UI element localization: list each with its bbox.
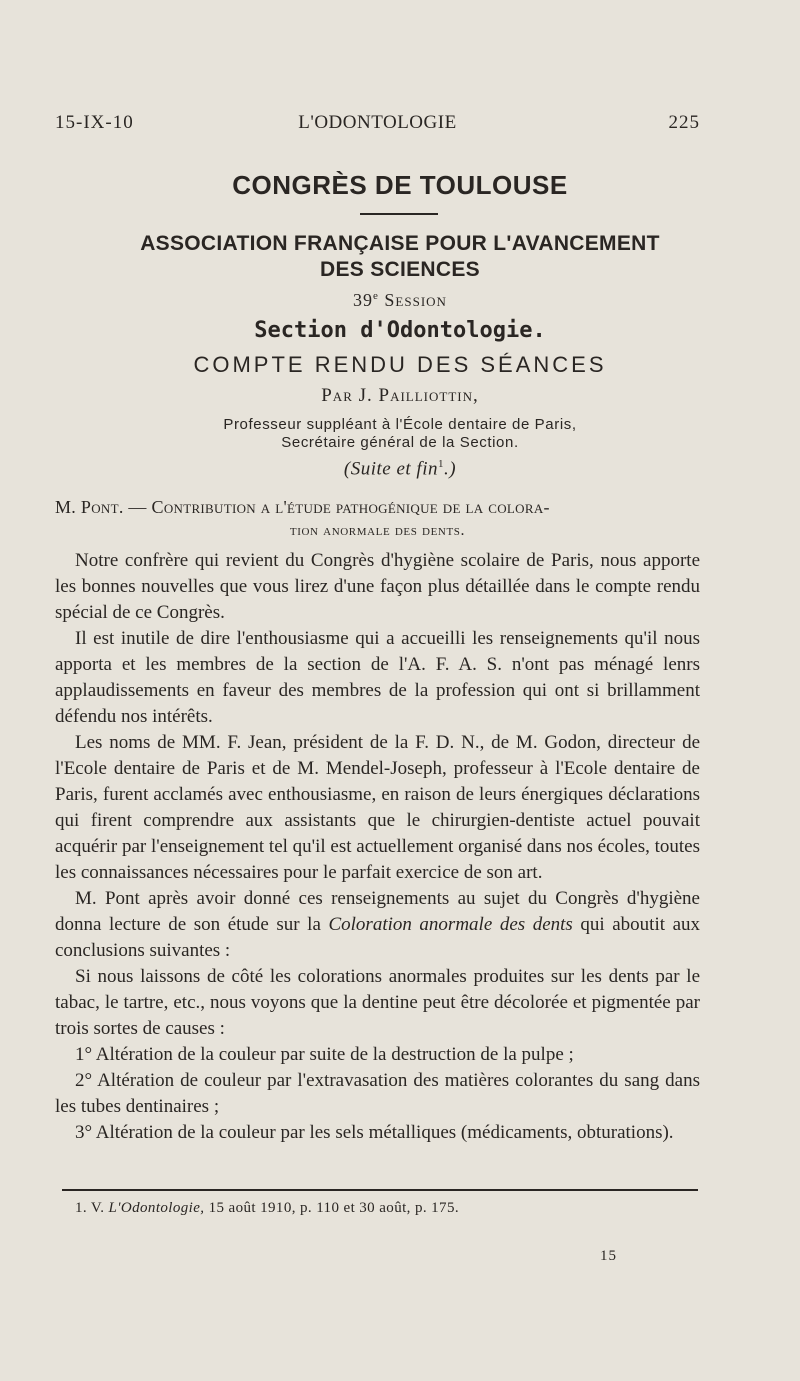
affiliation-line-2: Secrétaire général de la Section. [281,434,519,451]
paragraph: Il est inutile de dire l'enthousiasme qui a accueilli les renseignements qu'il nous apporta et les membres de la section de l'A. F. A. S. n'ont pas ménagé lenrs applaudissements en faveur des membres de la profession qui ont si brillamment défendu nos intérêts. [55,628,700,727]
footnote-ref: 1 [438,458,444,470]
page-number: 225 [668,112,700,133]
list-item: 3° Altération de la couleur par les sels métalliques (médicaments, obturations). [75,1122,674,1143]
congress-title: CONGRÈS DE TOULOUSE [232,170,568,200]
suite-text: (Suite et fin [343,458,438,480]
footnote-rest: 15 août 1910, p. 110 et 30 août, p. 175. [204,1200,460,1216]
association-line-1: ASSOCIATION FRANÇAISE POUR L'AVANCEMENT [140,232,660,255]
article-heading-line-2: tion anormale des dents. [289,522,466,539]
affiliation-line-1: Professeur suppléant à l'École dentaire de Paris, [223,416,577,433]
footnote-marker: 1. V. [75,1200,109,1216]
issue-date: 15-IX-10 [55,112,134,133]
paragraph-coloration [55,886,700,964]
signature-mark: 15 [600,1248,617,1264]
session-number: 39 [353,290,374,310]
paragraph: Notre confrère qui revient du Congrès d'hygiène scolaire de Paris, nous apporte les bonnes nouvelles que vous lirez d'une façon plus détaillée dans le compte rendu spécial de ce Congrès. [55,550,700,623]
paragraph-text: qui aboutit aux conclusions suivantes : [55,914,700,961]
list-item: 1° Altération de la couleur par suite de la destruction de la pulpe ; [75,1044,574,1065]
journal-title: L'ODONTOLOGIE [298,112,457,133]
article-body [55,548,700,1146]
session-label: Session [384,290,447,310]
paragraph: Les noms de MM. F. Jean, président de la F. D. N., de M. Godon, directeur de l'Ecole dentaire de Paris et de M. Mendel-Joseph, professeur à l'Ecole dentaire de Paris, furent acclamés avec enthousiasme, en raison de leurs énergiques déclarations qui firent comprendre aux assistants que le chirurgien-dentiste actuel pouvait acquérir par l'enseignement tel qu'il est actuellement organisé dans nos écoles, toutes les connaissances nécessaires pour le parfait exercice de son art. [55,732,700,883]
paragraph-text: M. Pont après avoir donné ces renseignements au sujet du Congrès d'hygiène donna lecture de son étude sur la [55,888,700,935]
compte-rendu-heading: COMPTE RENDU DES SÉANCES [193,352,607,377]
author-line: Par J. Pailliottin, [321,385,479,406]
association-line-2: DES SCIENCES [320,258,480,281]
section-title: Section d'Odontologie. [254,318,546,343]
running-head [55,112,700,138]
paragraph: Si nous laissons de côté les colorations anormales produites sur les dents par le tabac, le tartre, etc., nous voyons que la dentine peut être décolorée et pigmentée par trois sortes de causes : [55,966,700,1039]
article-heading [55,497,700,540]
session-line [0,290,800,311]
continuation-note [0,458,800,480]
footnote-journal: L'Odontologie, [108,1200,205,1216]
footnote-divider [62,1189,698,1191]
study-title: Coloration anormale des dents [328,914,573,935]
footnote [75,1200,695,1217]
suite-end: .) [444,458,457,480]
list-item: 2° Altération de couleur par l'extravasation des matières colorantes du sang dans les tubes dentinaires ; [55,1070,700,1117]
article-heading-line-1: M. Pont. — Contribution a l'étude pathogénique de la colora- [55,497,550,517]
session-sup: e [373,290,379,302]
title-divider [360,213,438,215]
